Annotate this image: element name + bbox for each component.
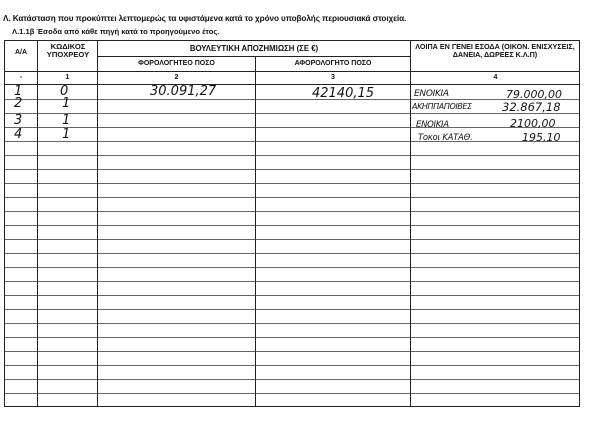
section-title: Λ. Κατάσταση που προκύπτει λεπτομερώς τα υφιστάμενα κατά το χρόνο υποβολής περιουσιακά στοιχεία. (3, 14, 407, 23)
row-other-value: 2100,00 (510, 117, 556, 130)
row-aa: 2 (14, 96, 23, 111)
col-number-aa: - (19, 74, 23, 81)
row-aa: 3 (14, 113, 23, 128)
row-other-value: 195,10 (522, 131, 561, 144)
col-header-nontaxable: ΑΦΟΡΟΛΟΓΗΤΟ ΠΟΣΟ (294, 60, 372, 67)
col-number-3: 3 (331, 74, 335, 81)
row-code: 1 (62, 96, 71, 111)
row-other-label: ΑΚΗΠΠΑΠΟΙΒΕΣ (412, 102, 472, 111)
row-taxable-amount: 30.091,27 (150, 84, 217, 99)
row-code: 0 (60, 84, 69, 99)
col-header-other: ΛΟΙΠΑ ΕΝ ΓΕΝΕΙ ΕΣΟΔΑ (ΟΙΚΟΝ. ΕΝΙΣΧΥΣΕΙΣ, ΔΑΝΕΙΑ, ΔΩΡΕΕΣ Κ.Λ.Π) (415, 42, 575, 59)
row-aa: 1 (14, 84, 23, 99)
row-nontaxable-amount: 42140,15 (312, 86, 375, 101)
row-other-label: ΕΝΟΙΚΙΑ (414, 89, 449, 99)
col-number-1: 1 (65, 74, 70, 81)
col-header-taxable: ΦΟΡΟΛΟΓΗΤΕΟ ΠΟΣΟ (138, 60, 215, 67)
row-code: 1 (62, 127, 71, 142)
row-aa: 4 (14, 127, 23, 142)
row-code: 1 (62, 113, 71, 128)
row-other-label: Τοκοι ΚΑΤΑΘ. (418, 133, 473, 143)
section-subtitle: Λ.1.1β Έσοδα από κάθε πηγή κατά το προηγούμενο έτος. (12, 27, 220, 36)
col-number-2: 2 (174, 74, 179, 81)
row-other-value: 32.867,18 (502, 100, 561, 114)
col-number-4: 4 (493, 74, 498, 81)
col-header-bouleutiki: ΒΟΥΛΕΥΤΙΚΗ ΑΠΟΖΗΜΙΩΣΗ (ΣΕ €) (189, 44, 319, 53)
col-header-aa: Α/Α (14, 49, 28, 56)
row-other-label: ΕΝΟΙΚΙΑ (416, 120, 449, 130)
col-header-code: ΚΩΔΙΚΟΣ ΥΠΟΧΡΕΟΥ (46, 42, 90, 59)
row-other-value: 79.000,00 (506, 88, 562, 101)
